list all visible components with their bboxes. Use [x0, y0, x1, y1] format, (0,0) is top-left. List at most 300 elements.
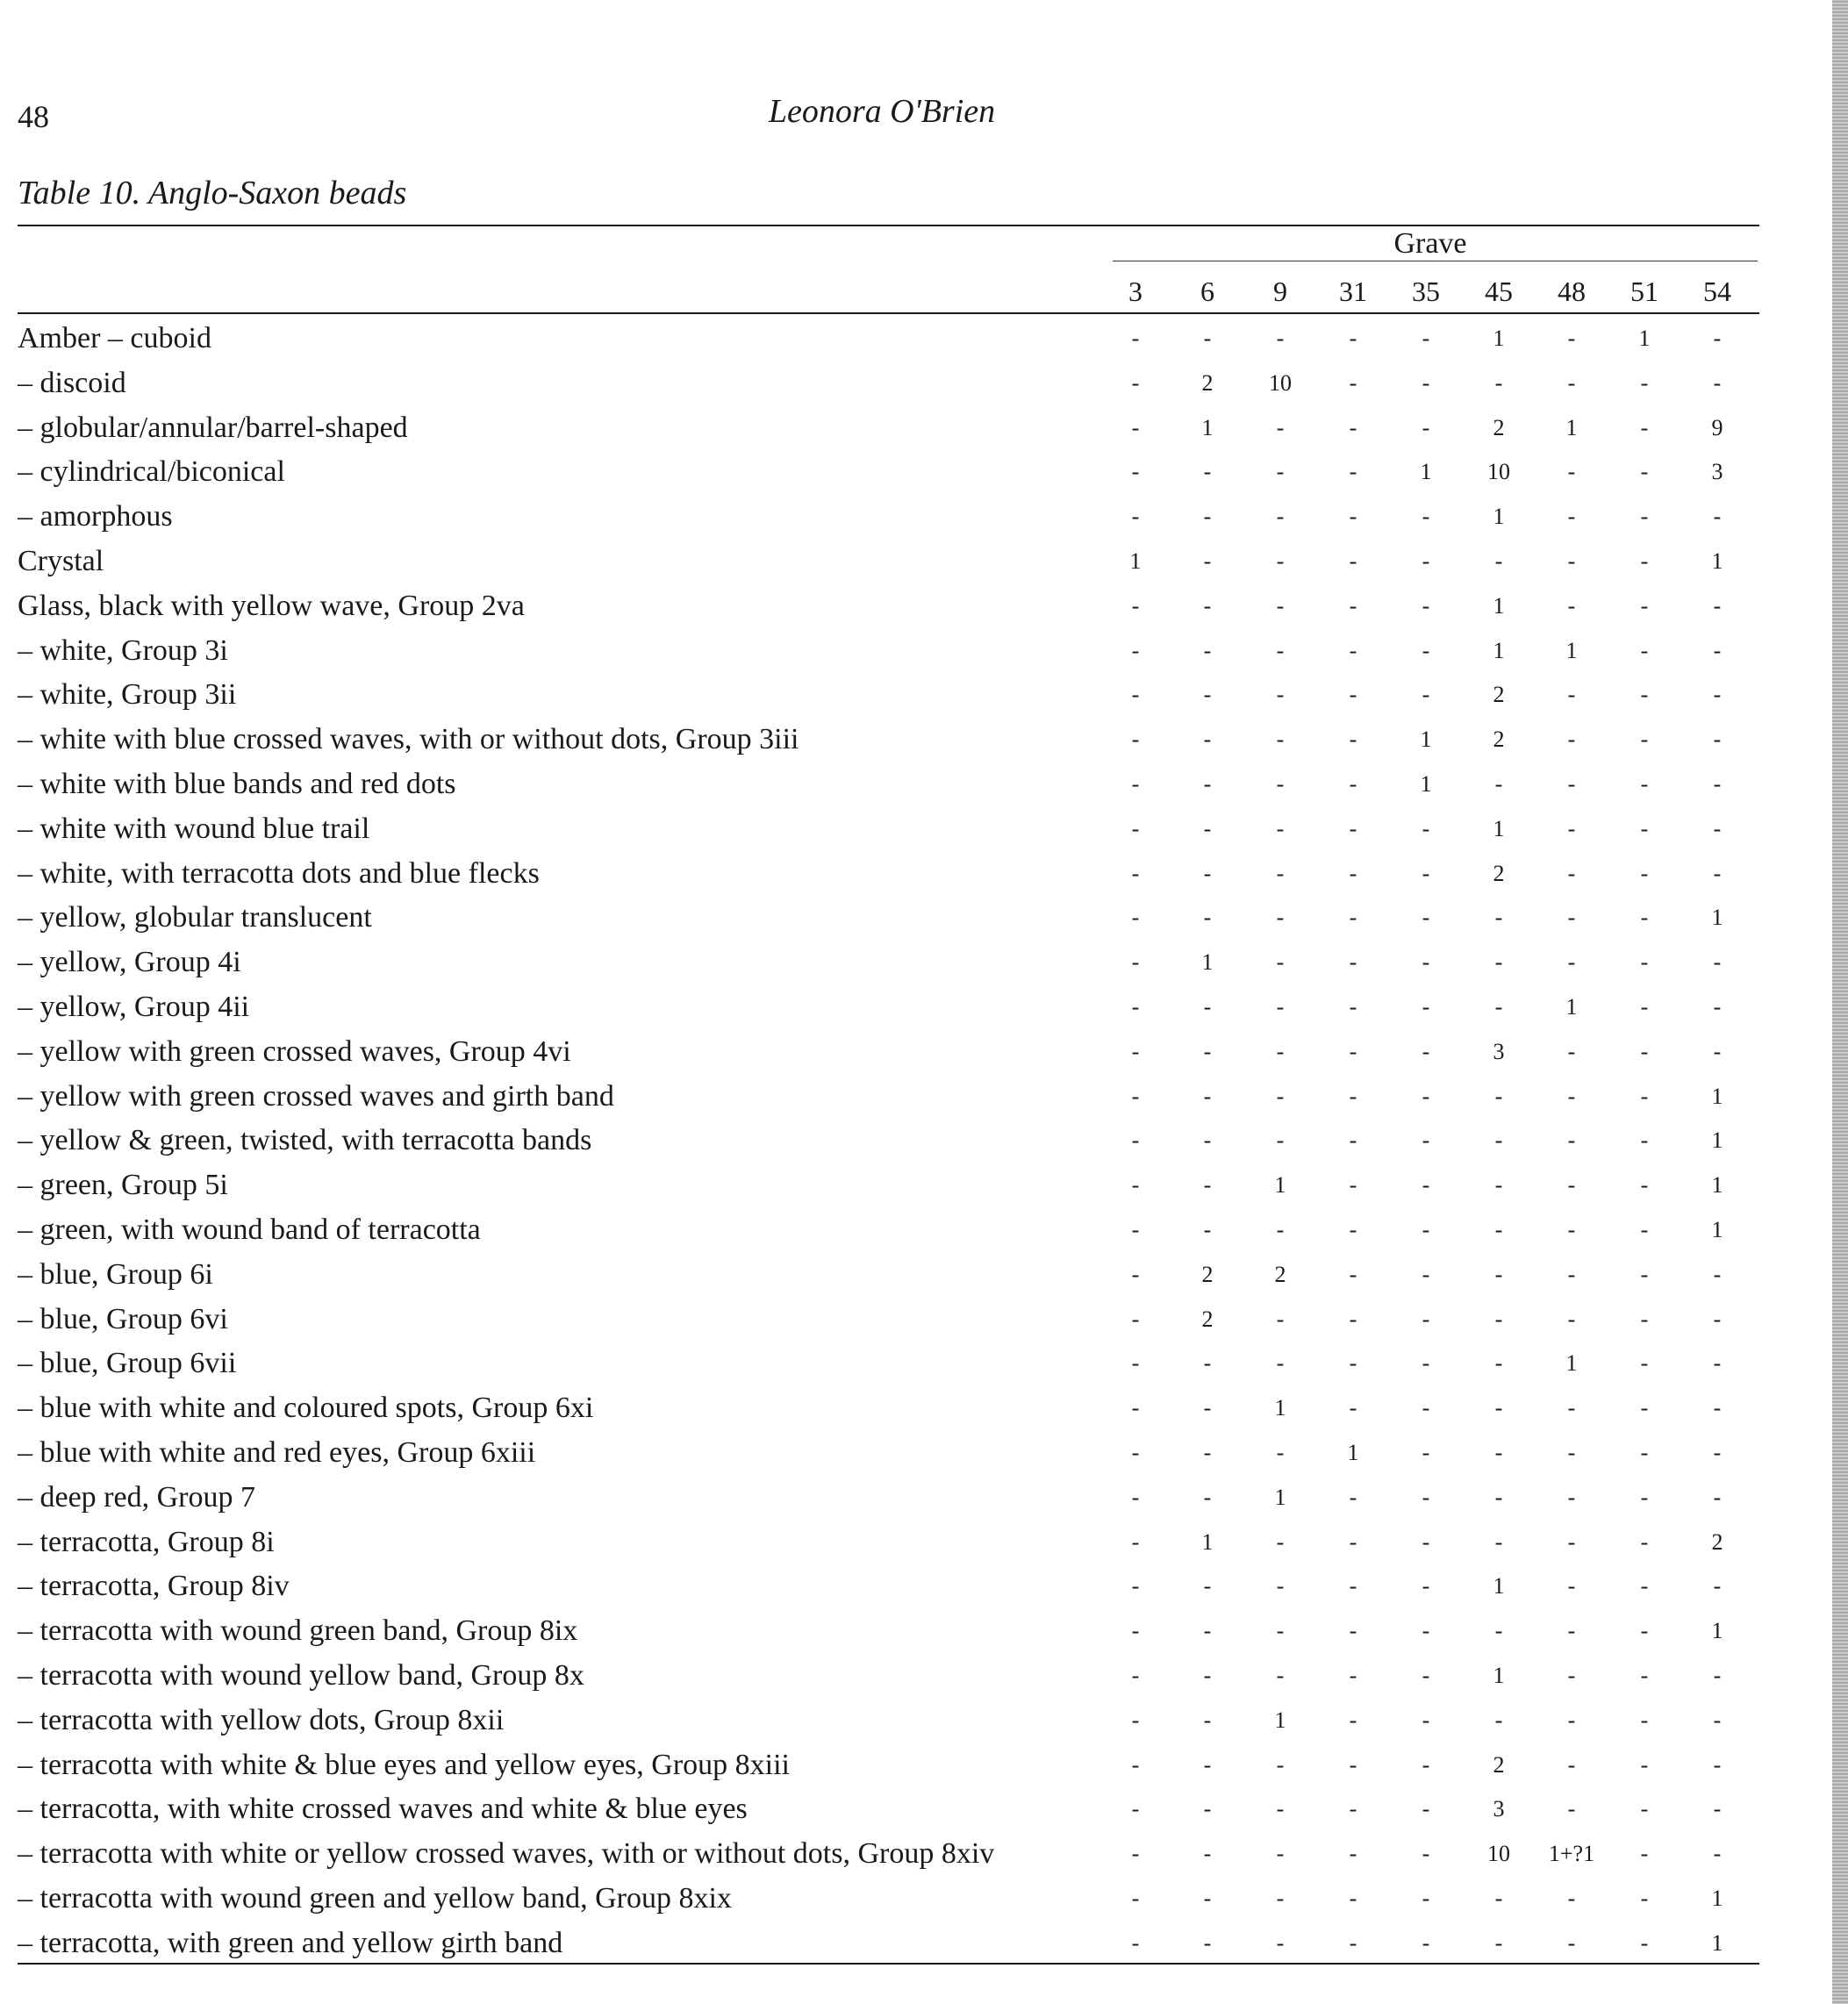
table-cell: -: [1203, 1439, 1212, 1465]
table-cell: -: [1131, 726, 1140, 753]
table-cell: -: [1203, 1618, 1212, 1644]
table-cell: -: [1276, 905, 1285, 931]
table-cell: -: [1713, 770, 1722, 797]
table-cell: -: [1203, 682, 1212, 708]
table-cell: -: [1131, 1796, 1140, 1822]
table-row: [0, 721, 1848, 766]
table-cell: -: [1494, 1350, 1503, 1377]
table-row: [0, 1345, 1848, 1390]
table-cell: 1: [1201, 949, 1214, 976]
table-cell: -: [1422, 1841, 1430, 1867]
table-cell: -: [1713, 1573, 1722, 1600]
table-cell: -: [1203, 1662, 1212, 1688]
row-label: – yellow, globular translucent: [18, 901, 372, 934]
table-cell: -: [1422, 1662, 1430, 1688]
table-cell: -: [1203, 770, 1212, 797]
table-cell: -: [1203, 459, 1212, 485]
table-cell: -: [1640, 459, 1649, 485]
table-cell: 1: [1420, 770, 1432, 797]
row-label: – amorphous: [18, 500, 173, 533]
row-label: – terracotta, with green and yellow girth band: [18, 1926, 563, 1959]
table-cell: -: [1640, 1841, 1649, 1867]
table-cell: -: [1713, 1707, 1722, 1733]
table-cell: -: [1422, 369, 1430, 396]
table-cell: 1: [1565, 637, 1578, 663]
table-cell: -: [1567, 1395, 1576, 1421]
table-cell: 10: [1269, 369, 1292, 396]
table-cell: -: [1276, 1306, 1285, 1332]
table-cell: -: [1494, 949, 1503, 976]
table-cell: -: [1422, 682, 1430, 708]
table-cell: -: [1276, 1751, 1285, 1778]
table-cell: -: [1422, 1350, 1430, 1377]
table-cell: -: [1203, 905, 1212, 931]
table-cell: -: [1349, 326, 1357, 351]
table-cell: -: [1349, 1885, 1357, 1911]
row-label: – yellow with green crossed waves, Group 4vi: [18, 1034, 571, 1068]
table-cell: -: [1203, 504, 1212, 530]
table-cell: -: [1494, 1216, 1503, 1242]
table-body: [0, 320, 1848, 1969]
table-row: [0, 1880, 1848, 1925]
table-cell: 1: [1711, 1172, 1723, 1199]
table-cell: -: [1713, 1751, 1722, 1778]
table-cell: -: [1640, 414, 1649, 440]
table-cell: -: [1713, 504, 1722, 530]
row-label: – white, Group 3ii: [18, 678, 237, 712]
table-cell: -: [1494, 1484, 1503, 1510]
table-row: [0, 543, 1848, 588]
table-row: [0, 899, 1848, 944]
table-caption: Table 10. Anglo-Saxon beads: [18, 175, 407, 211]
table-cell: -: [1640, 1707, 1649, 1733]
column-header: 31: [1339, 276, 1367, 307]
table-cell: 1: [1565, 1350, 1578, 1377]
table-cell: -: [1713, 993, 1722, 1020]
table-cell: -: [1203, 637, 1212, 663]
table-row: [0, 1791, 1848, 1836]
table-cell: -: [1422, 414, 1430, 440]
table-cell: -: [1640, 1083, 1649, 1109]
table-cell: -: [1567, 1796, 1576, 1822]
table-cell: -: [1640, 815, 1649, 841]
table-cell: -: [1349, 592, 1357, 619]
table-cell: -: [1131, 592, 1140, 619]
table-cell: -: [1131, 1707, 1140, 1733]
table-cell: -: [1640, 1216, 1649, 1242]
table-cell: -: [1131, 1216, 1140, 1242]
table-cell: -: [1640, 1261, 1649, 1287]
table-cell: -: [1131, 504, 1140, 530]
table-cell: -: [1422, 1038, 1430, 1064]
table-cell: -: [1276, 637, 1285, 663]
table-cell: 2: [1711, 1528, 1723, 1555]
table-cell: -: [1567, 1306, 1576, 1332]
table-cell: -: [1494, 770, 1503, 797]
table-cell: -: [1131, 1395, 1140, 1421]
table-cell: 2: [1493, 726, 1505, 753]
table-cell: -: [1131, 1306, 1140, 1332]
table-cell: -: [1131, 905, 1140, 931]
table-row: [0, 1702, 1848, 1747]
row-label: – yellow, Group 4ii: [18, 990, 250, 1023]
table-cell: -: [1640, 1751, 1649, 1778]
table-cell: -: [1422, 1306, 1430, 1332]
table-cell: -: [1713, 1484, 1722, 1510]
table-row: [0, 766, 1848, 811]
row-label: – yellow, Group 4i: [18, 946, 241, 979]
table-row: [0, 1390, 1848, 1435]
table-cell: -: [1422, 949, 1430, 976]
table-cell: -: [1276, 860, 1285, 886]
table-cell: 1: [1274, 1707, 1286, 1733]
table-cell: -: [1494, 1885, 1503, 1911]
page-number: 48: [18, 99, 49, 134]
table-cell: -: [1713, 637, 1722, 663]
table-cell: -: [1422, 1395, 1430, 1421]
table-cell: -: [1131, 1127, 1140, 1154]
table-cell: 3: [1711, 459, 1723, 485]
row-label: – terracotta, Group 8i: [18, 1525, 275, 1558]
table-cell: -: [1276, 949, 1285, 976]
table-cell: -: [1131, 637, 1140, 663]
table-cell: -: [1349, 1796, 1357, 1822]
table-cell: -: [1349, 414, 1357, 440]
table-row: [0, 1034, 1848, 1078]
table-cell: -: [1567, 1573, 1576, 1600]
table-cell: -: [1349, 1751, 1357, 1778]
table-cell: -: [1349, 1929, 1357, 1956]
column-header: 35: [1412, 276, 1440, 307]
table-row: [0, 633, 1848, 677]
table-cell: -: [1713, 1395, 1722, 1421]
table-cell: 1: [1711, 905, 1723, 931]
table-cell: -: [1640, 682, 1649, 708]
table-cell: -: [1203, 1885, 1212, 1911]
grave-column-group-label: Grave: [1393, 227, 1467, 260]
table-cell: -: [1640, 949, 1649, 976]
table-cell: -: [1567, 949, 1576, 976]
table-cell: 3: [1493, 1038, 1505, 1064]
table-cell: -: [1567, 1484, 1576, 1510]
row-label: – terracotta with white or yellow crossed waves, with or without dots, Group 8xiv: [18, 1837, 995, 1871]
table-cell: -: [1567, 548, 1576, 574]
table-cell: 1: [1638, 326, 1651, 351]
row-label: – terracotta with wound green band, Group 8ix: [18, 1614, 578, 1648]
table-cell: -: [1567, 459, 1576, 485]
table-cell: 2: [1201, 1261, 1214, 1287]
table-cell: -: [1494, 1707, 1503, 1733]
table-cell: -: [1349, 1038, 1357, 1064]
table-cell: -: [1349, 1306, 1357, 1332]
table-cell: -: [1276, 1216, 1285, 1242]
table-row: [0, 1479, 1848, 1524]
table-cell: -: [1640, 504, 1649, 530]
table-cell: -: [1349, 726, 1357, 753]
table-cell: -: [1203, 1751, 1212, 1778]
table-cell: -: [1422, 637, 1430, 663]
table-cell: -: [1422, 1885, 1430, 1911]
table-cell: -: [1640, 1306, 1649, 1332]
table-cell: -: [1640, 1929, 1649, 1956]
table-cell: 3: [1493, 1796, 1505, 1822]
table-cell: -: [1131, 1618, 1140, 1644]
table-cell: -: [1131, 1083, 1140, 1109]
row-label: – terracotta, Group 8iv: [18, 1570, 290, 1603]
table-cell: -: [1422, 592, 1430, 619]
table-cell: -: [1349, 548, 1357, 574]
table-cell: -: [1640, 1796, 1649, 1822]
table-cell: -: [1567, 682, 1576, 708]
table-cell: -: [1567, 1929, 1576, 1956]
table-cell: 2: [1493, 414, 1505, 440]
row-label: Amber – cuboid: [18, 322, 211, 354]
table-cell: -: [1640, 1172, 1649, 1199]
table-cell: -: [1349, 1127, 1357, 1154]
table-cell: -: [1203, 815, 1212, 841]
table-cell: -: [1567, 1261, 1576, 1287]
table-row: [0, 1568, 1848, 1613]
table-cell: -: [1494, 905, 1503, 931]
column-header: 51: [1630, 276, 1658, 307]
table-cell: 1: [1274, 1484, 1286, 1510]
table-cell: -: [1276, 1618, 1285, 1644]
table-cell: -: [1131, 770, 1140, 797]
table-row: [0, 1524, 1848, 1569]
row-label: – blue, Group 6i: [18, 1257, 213, 1291]
table-cell: 2: [1274, 1261, 1286, 1287]
table-cell: -: [1203, 860, 1212, 886]
table-cell: -: [1349, 1172, 1357, 1199]
table-cell: -: [1203, 592, 1212, 619]
table-cell: -: [1203, 1038, 1212, 1064]
table-cell: -: [1713, 1350, 1722, 1377]
row-label: – yellow with green crossed waves and girth band: [18, 1079, 614, 1113]
row-label: – green, Group 5i: [18, 1169, 228, 1202]
table-cell: -: [1349, 1083, 1357, 1109]
table-cell: -: [1276, 993, 1285, 1020]
row-label: – blue, Group 6vii: [18, 1347, 237, 1380]
table-cell: -: [1349, 905, 1357, 931]
scan-edge-shadow: [1832, 0, 1848, 2004]
table-row: [0, 1256, 1848, 1301]
table-cell: -: [1276, 414, 1285, 440]
row-label: – blue with white and red eyes, Group 6xiii: [18, 1435, 536, 1469]
table-cell: 1: [1711, 1083, 1723, 1109]
table-cell: -: [1567, 726, 1576, 753]
table-cell: -: [1276, 1662, 1285, 1688]
table-cell: 2: [1201, 1306, 1214, 1332]
row-label: – terracotta with white & blue eyes and yellow eyes, Group 8xiii: [18, 1748, 790, 1781]
table-cell: -: [1203, 1216, 1212, 1242]
table-cell: 2: [1201, 369, 1214, 396]
row-label: – white with blue crossed waves, with or without dots, Group 3iii: [18, 723, 799, 756]
table-cell: -: [1640, 1618, 1649, 1644]
table-cell: -: [1422, 1528, 1430, 1555]
table-cell: 2: [1493, 860, 1505, 886]
table-cell: -: [1567, 1707, 1576, 1733]
table-cell: -: [1203, 1083, 1212, 1109]
table-cell: -: [1203, 1929, 1212, 1956]
running-head-author: Leonora O'Brien: [768, 93, 996, 130]
table-cell: -: [1276, 1841, 1285, 1867]
table-cell: -: [1494, 1127, 1503, 1154]
row-label: – blue, Group 6vi: [18, 1302, 228, 1335]
table-cell: -: [1422, 1216, 1430, 1242]
row-label: Crystal: [18, 544, 104, 577]
table-cell: -: [1422, 1796, 1430, 1822]
table-cell: -: [1494, 993, 1503, 1020]
table-cell: -: [1640, 726, 1649, 753]
table-cell: -: [1276, 726, 1285, 753]
table-cell: -: [1713, 592, 1722, 619]
table-cell: -: [1349, 369, 1357, 396]
table-row: [0, 1078, 1848, 1123]
table-cell: -: [1276, 1929, 1285, 1956]
table-cell: -: [1131, 1929, 1140, 1956]
table-cell: 1: [1493, 637, 1505, 663]
table-cell: -: [1640, 1662, 1649, 1688]
table-cell: -: [1713, 326, 1722, 351]
table-cell: 1: [1493, 326, 1505, 351]
table-cell: -: [1422, 1484, 1430, 1510]
table-cell: -: [1349, 770, 1357, 797]
table-cell: -: [1131, 1261, 1140, 1287]
table-cell: -: [1422, 1261, 1430, 1287]
table-row: [0, 1613, 1848, 1657]
table-cell: -: [1713, 949, 1722, 976]
table-cell: -: [1422, 1439, 1430, 1465]
table-cell: -: [1494, 1083, 1503, 1109]
column-header: 45: [1485, 276, 1513, 307]
row-label: – globular/annular/barrel-shaped: [18, 411, 408, 444]
table-cell: 2: [1493, 682, 1505, 708]
table-cell: -: [1203, 1573, 1212, 1600]
table-cell: -: [1640, 369, 1649, 396]
table-cell: -: [1567, 1172, 1576, 1199]
table-cell: -: [1713, 815, 1722, 841]
table-row: [0, 1301, 1848, 1346]
table-cell: -: [1349, 1216, 1357, 1242]
table-cell: 1: [1347, 1439, 1359, 1465]
table-cell: -: [1640, 1350, 1649, 1377]
table-cell: -: [1713, 1038, 1722, 1064]
table-cell: -: [1567, 369, 1576, 396]
table-cell: -: [1276, 1439, 1285, 1465]
table-cell: -: [1131, 1528, 1140, 1555]
table-cell: -: [1567, 1216, 1576, 1242]
table-cell: -: [1203, 1127, 1212, 1154]
table-cell: -: [1131, 459, 1140, 485]
table-cell: -: [1422, 1707, 1430, 1733]
table-cell: 1: [1493, 504, 1505, 530]
table-row: [0, 498, 1848, 543]
table-cell: -: [1349, 860, 1357, 886]
table-cell: 1: [1711, 1929, 1723, 1956]
table-cell: -: [1276, 592, 1285, 619]
table-cell: -: [1203, 993, 1212, 1020]
table-cell: -: [1349, 815, 1357, 841]
table-row: [0, 1657, 1848, 1702]
table-cell: -: [1713, 369, 1722, 396]
table-cell: -: [1713, 1841, 1722, 1867]
table-cell: 2: [1493, 1751, 1505, 1778]
table-cell: -: [1567, 860, 1576, 886]
table-cell: -: [1422, 1618, 1430, 1644]
table-cell: -: [1422, 504, 1430, 530]
table-cell: -: [1276, 770, 1285, 797]
table-cell: -: [1349, 949, 1357, 976]
table-cell: 1: [1201, 1528, 1214, 1555]
table-cell: -: [1131, 993, 1140, 1020]
table-cell: -: [1494, 1261, 1503, 1287]
table-bottom-rule: [18, 1963, 1759, 1965]
table-cell: 1: [1493, 815, 1505, 841]
table-cell: -: [1203, 1796, 1212, 1822]
table-cell: -: [1203, 326, 1212, 351]
table-cell: -: [1713, 1796, 1722, 1822]
table-cell: -: [1203, 1350, 1212, 1377]
table-cell: -: [1640, 860, 1649, 886]
column-header: 6: [1200, 276, 1214, 307]
table-cell: -: [1567, 592, 1576, 619]
table-cell: -: [1131, 1885, 1140, 1911]
table-cell: -: [1349, 1261, 1357, 1287]
table-cell: -: [1349, 637, 1357, 663]
table-top-rule: [18, 225, 1759, 226]
table-cell: -: [1567, 1127, 1576, 1154]
table-cell: -: [1422, 860, 1430, 886]
table-cell: -: [1640, 592, 1649, 619]
table-cell: -: [1567, 1885, 1576, 1911]
table-cell: -: [1422, 1083, 1430, 1109]
table-cell: 1: [1711, 1127, 1723, 1154]
table-cell: -: [1640, 1038, 1649, 1064]
table-cell: 1: [1274, 1172, 1286, 1199]
table-row: [0, 365, 1848, 410]
table-row: [0, 944, 1848, 989]
table-cell: -: [1713, 1662, 1722, 1688]
table-cell: -: [1203, 548, 1212, 574]
table-cell: -: [1422, 905, 1430, 931]
table-cell: -: [1131, 860, 1140, 886]
table-cell: -: [1276, 815, 1285, 841]
table-cell: 1: [1711, 548, 1723, 574]
table-cell: -: [1640, 1528, 1649, 1555]
table-row: [0, 588, 1848, 633]
table-cell: 1: [1711, 1216, 1723, 1242]
table-cell: -: [1276, 326, 1285, 351]
table-cell: 1: [1420, 459, 1432, 485]
table-cell: -: [1567, 770, 1576, 797]
column-header: 3: [1128, 276, 1142, 307]
table-cell: -: [1276, 1528, 1285, 1555]
column-header: 9: [1273, 276, 1287, 307]
table-row: [0, 1167, 1848, 1212]
table-row: [0, 676, 1848, 721]
table-cell: 1: [1711, 1618, 1723, 1644]
table-cell: -: [1131, 326, 1140, 351]
table-cell: -: [1713, 726, 1722, 753]
table-cell: -: [1640, 1885, 1649, 1911]
table-cell: -: [1131, 1439, 1140, 1465]
table-cell: -: [1131, 414, 1140, 440]
table-cell: -: [1713, 682, 1722, 708]
table-cell: -: [1713, 1439, 1722, 1465]
table-cell: -: [1349, 1662, 1357, 1688]
row-label: – cylindrical/biconical: [18, 455, 285, 489]
table-cell: -: [1494, 1306, 1503, 1332]
